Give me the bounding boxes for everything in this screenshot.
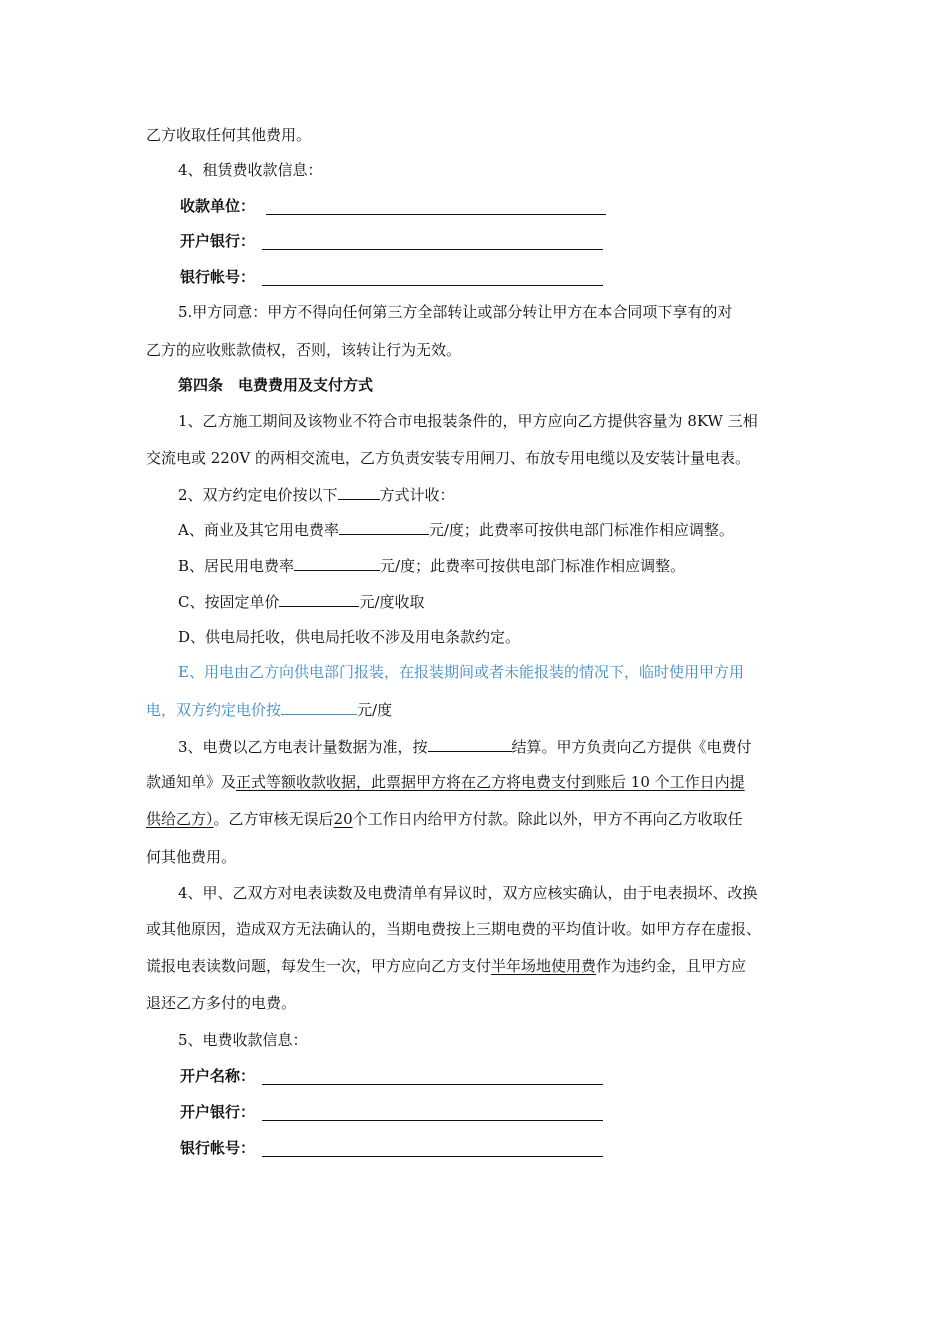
underlined-text: 半年场地使用费 [491, 957, 597, 975]
paragraph-line [146, 771, 745, 793]
text-segment: 2、双方约定电价按以下 [178, 486, 338, 504]
text-segment: C、按固定单价 [178, 593, 280, 611]
underlined-text: 正式等额收款收据，此票据甲方将在乙方将电费支付到账后 10 个工作日内提 [236, 773, 745, 791]
text-segment: 。乙方审核无误后 [213, 810, 334, 828]
text-segment: 谎报电表读数问题，每发生一次，甲方应向乙方支付 [146, 957, 492, 975]
bank-field [180, 1101, 255, 1123]
paragraph-line: 退还乙方多付的电费。 [146, 994, 297, 1012]
fill-in-line [266, 214, 606, 215]
paragraph-line: 4、租赁费收款信息： [178, 161, 323, 179]
paragraph-line: 乙方收取任何其他费用。 [146, 126, 312, 144]
text-segment: 元/度；此费率可按供电部门标准作相应调整。 [380, 557, 686, 575]
field-label: 银行帐号： [180, 1139, 256, 1157]
paragraph-line: 5、电费收款信息： [178, 1031, 308, 1049]
highlighted-paragraph-line [146, 698, 392, 721]
paragraph-line: 5.甲方同意：甲方不得向任何第三方全部转让或部分转让甲方在本合同项下享有的对 [178, 303, 733, 321]
paragraph-line: 或其他原因，造成双方无法确认的，当期电费按上三期电费的平均值计收。如甲方存在虚报、 [146, 920, 762, 938]
text-segment: A、商业及其它用电费率 [178, 521, 339, 539]
text-segment: 作为违约金，且甲方应 [596, 957, 747, 975]
payee-unit-field [180, 195, 255, 217]
text-segment: 元/度；此费率可按供电部门标准作相应调整。 [428, 521, 734, 539]
section-heading: 第四条 电费费用及支付方式 [178, 376, 374, 394]
highlighted-paragraph-line: E、用电由乙方向供电部门报装，在报装期间或者未能报装的情况下，临时使用甲方用 [178, 663, 744, 681]
paragraph-line [146, 955, 746, 977]
field-label: 开户名称： [180, 1067, 256, 1085]
fill-in-line [262, 249, 603, 250]
field-label: 银行帐号： [180, 268, 256, 286]
paragraph-line: 交流电或 220V 的两相交流电，乙方负责安装专用闸刀、布放专用电缆以及安装计量电表。 [146, 449, 751, 467]
fill-in-blank [428, 735, 512, 752]
paragraph-line: 何其他费用。 [146, 848, 237, 866]
underlined-text: 供给乙方） [146, 810, 214, 828]
account-name-field [180, 1065, 255, 1087]
paragraph-line [178, 554, 685, 577]
text-segment: 个工作日内给甲方付款。除此以外，甲方不再向乙方收取任 [352, 810, 743, 828]
fill-in-line [262, 1156, 603, 1157]
fill-in-blank [294, 554, 380, 571]
text-segment: 方式计收： [379, 486, 455, 504]
text-segment: 电，双方约定电价按 [146, 701, 282, 719]
fill-in-blank [339, 518, 429, 535]
paragraph-line: 乙方的应收账款债权，否则，该转让行为无效。 [146, 341, 462, 359]
paragraph-line [178, 518, 734, 541]
text-segment: B、居民用电费率 [178, 557, 295, 575]
account-number-field [180, 266, 255, 288]
fill-in-blank [281, 698, 357, 715]
fill-in-blank [279, 590, 359, 607]
fill-in-line [262, 285, 603, 286]
paragraph-line [146, 808, 743, 830]
field-label: 开户银行： [180, 232, 256, 250]
text-segment: 3、电费以乙方电表计量数据为准，按 [178, 738, 428, 756]
field-label: 收款单位： [180, 197, 256, 215]
text-segment: 款通知单》及 [146, 773, 237, 791]
paragraph-line [178, 735, 752, 758]
fill-in-line [262, 1084, 603, 1085]
account-number-field [180, 1137, 255, 1159]
field-label: 开户银行： [180, 1103, 256, 1121]
paragraph-line: 4、甲、乙双方对电表读数及电费清单有异议时，双方应核实确认，由于电表损坏、改换 [178, 884, 758, 902]
paragraph-line [178, 483, 455, 506]
text-segment: 元/度收取 [359, 593, 425, 611]
paragraph-line [178, 590, 425, 613]
text-segment: 结算。甲方负责向乙方提供《电费付 [511, 738, 752, 756]
paragraph-line: D、供电局托收，供电局托收不涉及用电条款约定。 [178, 628, 521, 646]
bank-field [180, 230, 255, 252]
text-segment: 元/度 [357, 701, 393, 719]
fill-in-line [262, 1120, 603, 1121]
fill-in-blank [338, 483, 380, 500]
paragraph-line: 1、乙方施工期间及该物业不符合市电报装条件的，甲方应向乙方提供容量为 8KW 三相 [178, 412, 758, 430]
underlined-text: 20 [333, 810, 353, 828]
